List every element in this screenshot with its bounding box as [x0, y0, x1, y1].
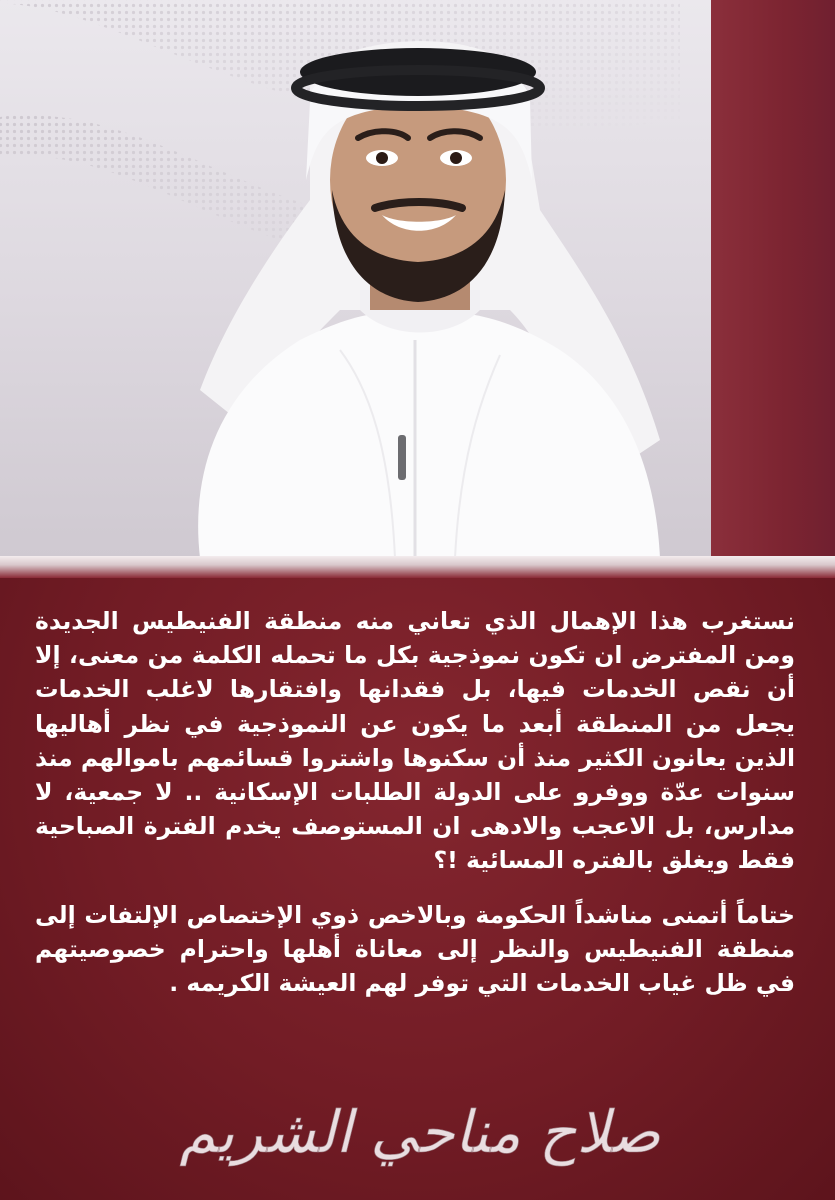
maroon-band: [711, 0, 835, 558]
signature-name: صلاح مناحي الشريم: [179, 1098, 661, 1166]
article-text: [35, 604, 795, 1000]
article-paragraph: ختاماً أتمنى مناشداً الحكومة وبالاخص ذوي الإختصاص الإلتفات إلى منطقة الفنيطيس والنظر إلى معاناة أهلها واحترام خصوصيتهم في ظل غياب الخدمات التي توفر لهم العيشة الكريمه .: [35, 900, 795, 998]
portrait-illustration: [160, 10, 680, 558]
divider-bar: [0, 556, 835, 578]
photo-panel: [0, 0, 835, 558]
calligraphy-signature: [120, 1080, 720, 1180]
article-paragraph: نستغرب هذا الإهمال الذي تعاني منه منطقة الفنيطيس الجديدة ومن المفترض ان تكون نموذجية بكل ما تحمله الكلمة من معنى، إلا أن نقص الخدمات فيها، بل فقدانها وافتقارها لاغلب الخدمات يجعل من المنطقة أبعد ما يكون عن النموذجية في نظر أهاليها الذين يعانون الكثير منذ أن سكنوها واشتروا قسائمهم باموالهم منذ سنوات عدّة ووفرو على الدولة الطلبات الإسكانية .. لا جمعية، لا مدارس، بل الاعجب والادهى ان المستوصف يخدم الفترة الصباحية فقط ويغلق بالفتره المسائية !؟: [35, 607, 795, 875]
